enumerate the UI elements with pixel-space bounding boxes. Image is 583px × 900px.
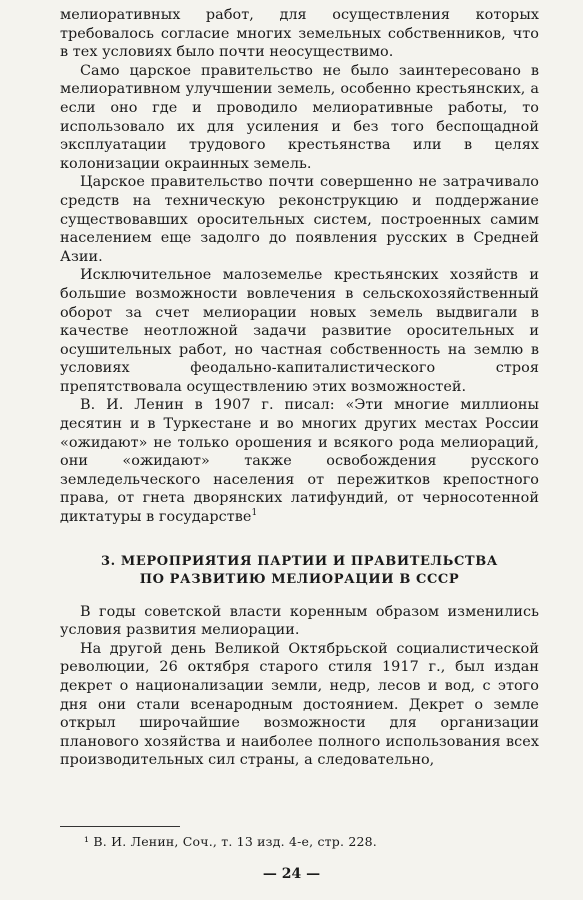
- paragraph-5-lenin-quote: [60, 396, 539, 526]
- section-heading-line-2: ПО РАЗВИТИЮ МЕЛИОРАЦИИ В СССР: [139, 571, 460, 587]
- paragraph-6: В годы советской власти коренным образом изменились условия развития мелиорации.: [60, 603, 539, 639]
- footnote-divider: [60, 826, 180, 827]
- paragraph-3: Царское правительство почти совершенно не затрачивало средств на техническую реконструкцию и поддержание существовавших оросительных систем, построенных самим населением еще задолго до появления русских в Средней Азии.: [60, 174, 539, 265]
- lenin-quote-text: В. И. Ленин в 1907 г. писал: «Эти многие миллионы десятин и в Туркестане и во многих других местах России «ожидают» не только орошения и всякого рода мелиораций, они «ожидают» также освобождения русского земледельческого населения от пережитков крепостного права, от гнета дворянских латифундий, от черносотенной диктатуры в государстве: [60, 397, 539, 526]
- paragraph-4: Исключительное малоземелье крестьянских хозяйств и большие возможности вовлечения в сельскохозяйственный оборот за счет мелиорации новых земель выдвигали в качестве неотложной задачи развитие оросительных и осушительных работ, но частная собственность на землю в условиях феодально-капиталистического строя препятствовала осуществлению этих возможностей.: [60, 267, 539, 395]
- paragraph-1: мелиоративных работ, для осуществления которых требовалось согласие многих земельных собственников, что в тех условиях было почти неосуществимо.: [60, 7, 539, 61]
- paragraph-7: На другой день Великой Октябрьской социалистической революции, 26 октября старого стиля 1917 г., был издан декрет о национализации земли, недр, лесов и вод, с этого дня они стали всенародным достоянием. Декрет о земле открыл широчайшие возможности для организации планового хозяйства и наиболее полного использования всех производительных сил страны, а следовательно,: [60, 640, 539, 769]
- footnote-reference: 1: [251, 508, 258, 519]
- page-number: — 24 —: [262, 866, 321, 882]
- section-heading-line-1: 3. МЕРОПРИЯТИЯ ПАРТИИ И ПРАВИТЕЛЬСТВА: [101, 553, 498, 569]
- footnote: ¹ В. И. Ленин, Соч., т. 13 изд. 4-е, стр. 228.: [84, 834, 377, 849]
- paragraph-2: Само царское правительство не было заинтересовано в мелиоративном улучшении земель, особенно крестьянских, а если оно где и проводило мелиоративные работы, то использовало их для усиления и без того беспощадной эксплуатации трудового крестьянства или в целях колонизации окраинных земель.: [60, 62, 539, 172]
- section-heading: [60, 553, 539, 589]
